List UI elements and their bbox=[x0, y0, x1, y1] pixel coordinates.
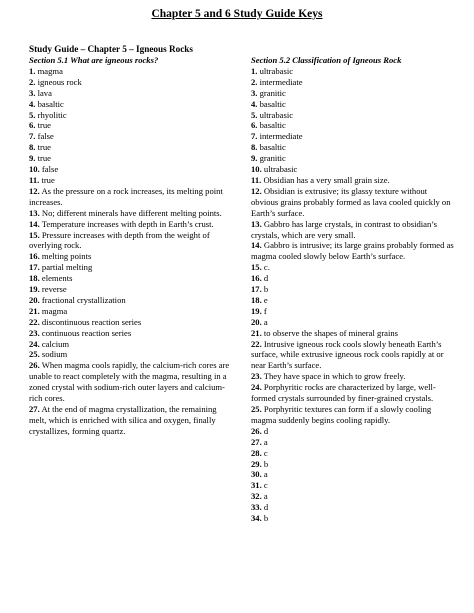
study-guide-subtitle: Study Guide – Chapter 5 – Igneous Rocks bbox=[29, 44, 193, 54]
answer-item bbox=[251, 328, 456, 339]
answer-number: 4. bbox=[29, 98, 36, 109]
answer-text: At the end of magma crystallization, the remaining melt, which is enriched with silica and oxygen, finally crystallizes, forming quartz. bbox=[29, 404, 217, 436]
answer-item bbox=[29, 120, 236, 131]
answer-text: magma bbox=[41, 305, 68, 316]
answer-item bbox=[251, 273, 456, 284]
answer-number: 34. bbox=[251, 513, 262, 524]
answer-number: 31. bbox=[251, 480, 262, 491]
answer-text: Pressure increases with depth from the weight of overlying rock. bbox=[29, 229, 210, 251]
answer-item bbox=[251, 502, 456, 513]
answer-number: 13. bbox=[29, 207, 40, 218]
answer-item bbox=[29, 306, 236, 317]
answer-number: 11. bbox=[251, 174, 262, 185]
answer-number: 22. bbox=[251, 338, 262, 349]
answer-item bbox=[251, 77, 456, 88]
answer-item bbox=[29, 131, 236, 142]
answer-text: Intrusive igneous rock cools slowly beneath Earth’s surface, while extrusive igneous rock cools rapidly at or near Earth’s surface. bbox=[251, 338, 444, 371]
answer-item bbox=[29, 110, 236, 121]
answer-number: 10. bbox=[29, 164, 40, 175]
answer-text: f bbox=[263, 305, 267, 316]
answer-text: igneous rock bbox=[37, 76, 82, 87]
answer-text: b bbox=[263, 458, 269, 469]
answer-item bbox=[251, 164, 456, 175]
answer-text: basaltic bbox=[259, 98, 286, 109]
answer-item bbox=[29, 349, 236, 360]
answer-text: true bbox=[37, 142, 51, 153]
answer-text: false bbox=[37, 131, 54, 142]
answer-item bbox=[251, 120, 456, 131]
section-heading: Section 5.1 What are igneous rocks? bbox=[29, 55, 159, 65]
answer-item bbox=[251, 448, 456, 459]
answer-number: 3. bbox=[29, 87, 36, 98]
answer-number: 15. bbox=[29, 229, 40, 240]
answer-number: 12. bbox=[29, 185, 40, 196]
answer-number: 6. bbox=[251, 120, 258, 131]
answer-number: 18. bbox=[29, 273, 40, 284]
answer-text: ultrabasic bbox=[263, 164, 298, 175]
answer-item bbox=[29, 186, 236, 208]
answer-text: fractional crystallization bbox=[41, 294, 126, 305]
answer-text: c bbox=[263, 447, 268, 458]
answer-number: 14. bbox=[251, 240, 262, 251]
answer-text: intermediate bbox=[259, 131, 303, 142]
answer-number: 8. bbox=[251, 142, 258, 153]
answer-item bbox=[251, 339, 456, 372]
answer-text: As the pressure on a rock increases, its melting point increases. bbox=[29, 185, 223, 207]
answer-list bbox=[251, 66, 456, 524]
answer-item bbox=[29, 153, 236, 164]
answer-number: 25. bbox=[29, 349, 40, 360]
answer-item bbox=[29, 284, 236, 295]
answer-number: 15. bbox=[251, 262, 262, 273]
answer-item bbox=[251, 99, 456, 110]
answer-text: true bbox=[41, 174, 55, 185]
answer-number: 1. bbox=[29, 65, 36, 76]
answer-text: d bbox=[263, 502, 269, 513]
answer-number: 17. bbox=[29, 262, 40, 273]
answer-text: reverse bbox=[41, 284, 67, 295]
answer-text: a bbox=[263, 491, 268, 502]
answer-number: 28. bbox=[251, 447, 262, 458]
answer-text: basaltic bbox=[259, 120, 286, 131]
answer-number: 26. bbox=[29, 360, 40, 371]
answer-item bbox=[251, 317, 456, 328]
answer-item bbox=[29, 317, 236, 328]
answer-text: ultrabasic bbox=[259, 109, 294, 120]
answer-text: ultrabasic bbox=[259, 65, 294, 76]
answer-number: 2. bbox=[29, 76, 36, 87]
answer-number: 20. bbox=[29, 294, 40, 305]
answer-item bbox=[251, 382, 456, 404]
answer-item bbox=[251, 186, 456, 219]
answer-text: true bbox=[37, 153, 51, 164]
answer-number: 23. bbox=[251, 371, 262, 382]
answer-text: basaltic bbox=[37, 98, 64, 109]
answer-item bbox=[29, 208, 236, 219]
answer-item bbox=[251, 371, 456, 382]
answer-text: intermediate bbox=[259, 76, 303, 87]
answer-item bbox=[29, 99, 236, 110]
answer-item bbox=[29, 230, 236, 252]
answer-number: 9. bbox=[29, 153, 36, 164]
answer-number: 21. bbox=[29, 305, 40, 316]
answer-item bbox=[29, 175, 236, 186]
answer-item bbox=[251, 175, 456, 186]
answer-text: lava bbox=[37, 87, 52, 98]
answer-number: 5. bbox=[29, 109, 36, 120]
answer-item bbox=[251, 295, 456, 306]
answer-item bbox=[251, 513, 456, 524]
answer-text: melting points bbox=[41, 251, 92, 262]
answer-number: 25. bbox=[251, 404, 262, 414]
answer-number: 32. bbox=[251, 491, 262, 502]
answer-text: When magma cools rapidly, the calcium-rich cores are unable to react completely with the magma, resulting in a zoned crystal with sodium-rich outer layers and calcium-rich cores. bbox=[29, 360, 230, 404]
answer-item bbox=[29, 262, 236, 273]
answer-text: granitic bbox=[259, 153, 286, 164]
answer-number: 3. bbox=[251, 87, 258, 98]
answer-text: rhyolitic bbox=[37, 109, 67, 120]
answer-number: 24. bbox=[29, 338, 40, 349]
answer-text: magma bbox=[37, 65, 63, 76]
answer-item bbox=[29, 251, 236, 262]
answer-item bbox=[251, 240, 456, 262]
answer-item bbox=[29, 164, 236, 175]
answer-item bbox=[29, 360, 236, 404]
answer-text: Porphyritic textures can form if a slowly cooling magma suddenly begins cooling rapidly. bbox=[251, 404, 432, 425]
answer-text: partial melting bbox=[41, 262, 93, 273]
answer-number: 7. bbox=[29, 131, 36, 142]
answer-number: 16. bbox=[251, 273, 262, 284]
answer-number: 22. bbox=[29, 316, 40, 327]
answer-number: 6. bbox=[29, 120, 36, 131]
answer-text: Gabbro has large crystals, in contrast to obsidian’s crystals, which are very small. bbox=[251, 218, 438, 240]
answer-text: true bbox=[37, 120, 51, 131]
answer-number: 17. bbox=[251, 284, 262, 295]
answer-number: 27. bbox=[251, 436, 262, 447]
answer-number: 33. bbox=[251, 502, 262, 513]
section-heading: Section 5.2 Classification of Igneous Rock bbox=[251, 55, 402, 65]
answer-number: 10. bbox=[251, 164, 262, 175]
answer-number: 4. bbox=[251, 98, 258, 109]
answer-item bbox=[251, 459, 456, 470]
answer-text: Porphyritic rocks are characterized by large, well-formed crystals surrounded by finer-grained crystals. bbox=[251, 382, 436, 404]
answer-text: a bbox=[263, 436, 268, 447]
answer-item bbox=[29, 328, 236, 339]
answer-list bbox=[29, 66, 236, 437]
answer-item bbox=[251, 469, 456, 480]
answer-number: 9. bbox=[251, 153, 258, 164]
answer-text: Obsidian has a very small grain size. bbox=[263, 174, 390, 185]
answer-text: false bbox=[41, 164, 59, 175]
answer-number: 18. bbox=[251, 294, 262, 305]
answer-text: calcium bbox=[41, 338, 70, 349]
answer-item bbox=[251, 491, 456, 502]
left-column bbox=[29, 55, 236, 437]
answer-number: 20. bbox=[251, 316, 262, 327]
answer-number: 13. bbox=[251, 218, 262, 229]
answer-text: Temperature increases with depth in Earth’s crust. bbox=[41, 218, 214, 229]
page-title: Chapter 5 and 6 Study Guide Keys bbox=[151, 8, 323, 20]
answer-text: to observe the shapes of mineral grains bbox=[263, 327, 399, 338]
answer-item bbox=[29, 66, 236, 77]
answer-item bbox=[29, 404, 236, 437]
answer-number: 11. bbox=[29, 174, 40, 185]
answer-item bbox=[251, 131, 456, 142]
answer-item bbox=[251, 306, 456, 317]
answer-text: b bbox=[263, 513, 269, 524]
answer-number: 12. bbox=[251, 185, 262, 196]
answer-text: b bbox=[263, 284, 269, 295]
answer-item bbox=[29, 219, 236, 230]
answer-text: basaltic bbox=[259, 142, 286, 153]
answer-text: elements bbox=[41, 273, 73, 284]
answer-number: 27. bbox=[29, 404, 40, 414]
answer-text: Gabbro is intrusive; its large grains probably formed as magma cooled slowly below Earth’s surface. bbox=[251, 240, 454, 262]
answer-number: 30. bbox=[251, 469, 262, 480]
answer-item bbox=[29, 77, 236, 88]
answer-number: 16. bbox=[29, 251, 40, 262]
answer-text: c bbox=[263, 480, 268, 491]
answer-text: discontinuous reaction series bbox=[41, 316, 142, 327]
answer-item bbox=[251, 480, 456, 491]
answer-text: a bbox=[263, 469, 268, 480]
answer-item bbox=[29, 339, 236, 350]
answer-number: 29. bbox=[251, 458, 262, 469]
answer-number: 2. bbox=[251, 76, 258, 87]
right-column bbox=[251, 55, 456, 524]
answer-item bbox=[29, 273, 236, 284]
answer-item bbox=[251, 110, 456, 121]
answer-item bbox=[251, 437, 456, 448]
answer-item bbox=[251, 404, 456, 426]
answer-number: 1. bbox=[251, 65, 258, 76]
answer-item bbox=[251, 153, 456, 164]
answer-text: d bbox=[263, 273, 269, 284]
answer-text: granitic bbox=[259, 87, 286, 98]
answer-text: They have space in which to grow freely. bbox=[263, 371, 406, 382]
answer-number: 5. bbox=[251, 109, 258, 120]
answer-number: 19. bbox=[29, 284, 40, 295]
answer-number: 21. bbox=[251, 327, 262, 338]
answer-text: a bbox=[263, 316, 268, 327]
answer-item bbox=[29, 295, 236, 306]
answer-text: continuous reaction series bbox=[41, 327, 132, 338]
answer-item bbox=[251, 219, 456, 241]
answer-text: Obsidian is extrusive; its glassy texture without obvious grains probably formed as lava cooled quickly on Earth’s surface. bbox=[251, 185, 451, 218]
answer-item bbox=[251, 426, 456, 437]
answer-item bbox=[29, 142, 236, 153]
answer-text: c. bbox=[263, 262, 270, 273]
answer-text: e bbox=[263, 294, 268, 305]
answer-item bbox=[251, 262, 456, 273]
answer-number: 26. bbox=[251, 425, 262, 436]
answer-number: 19. bbox=[251, 305, 262, 316]
answer-item bbox=[251, 142, 456, 153]
answer-item bbox=[251, 66, 456, 77]
answer-number: 24. bbox=[251, 382, 262, 393]
answer-number: 8. bbox=[29, 142, 36, 153]
answer-item bbox=[251, 284, 456, 295]
answer-number: 23. bbox=[29, 327, 40, 338]
answer-text: d bbox=[263, 425, 269, 436]
answer-item bbox=[29, 88, 236, 99]
answer-number: 14. bbox=[29, 218, 40, 229]
answer-text: sodium bbox=[41, 349, 68, 360]
answer-item bbox=[251, 88, 456, 99]
answer-text: No; different minerals have different melting points. bbox=[41, 207, 222, 218]
answer-number: 7. bbox=[251, 131, 258, 142]
